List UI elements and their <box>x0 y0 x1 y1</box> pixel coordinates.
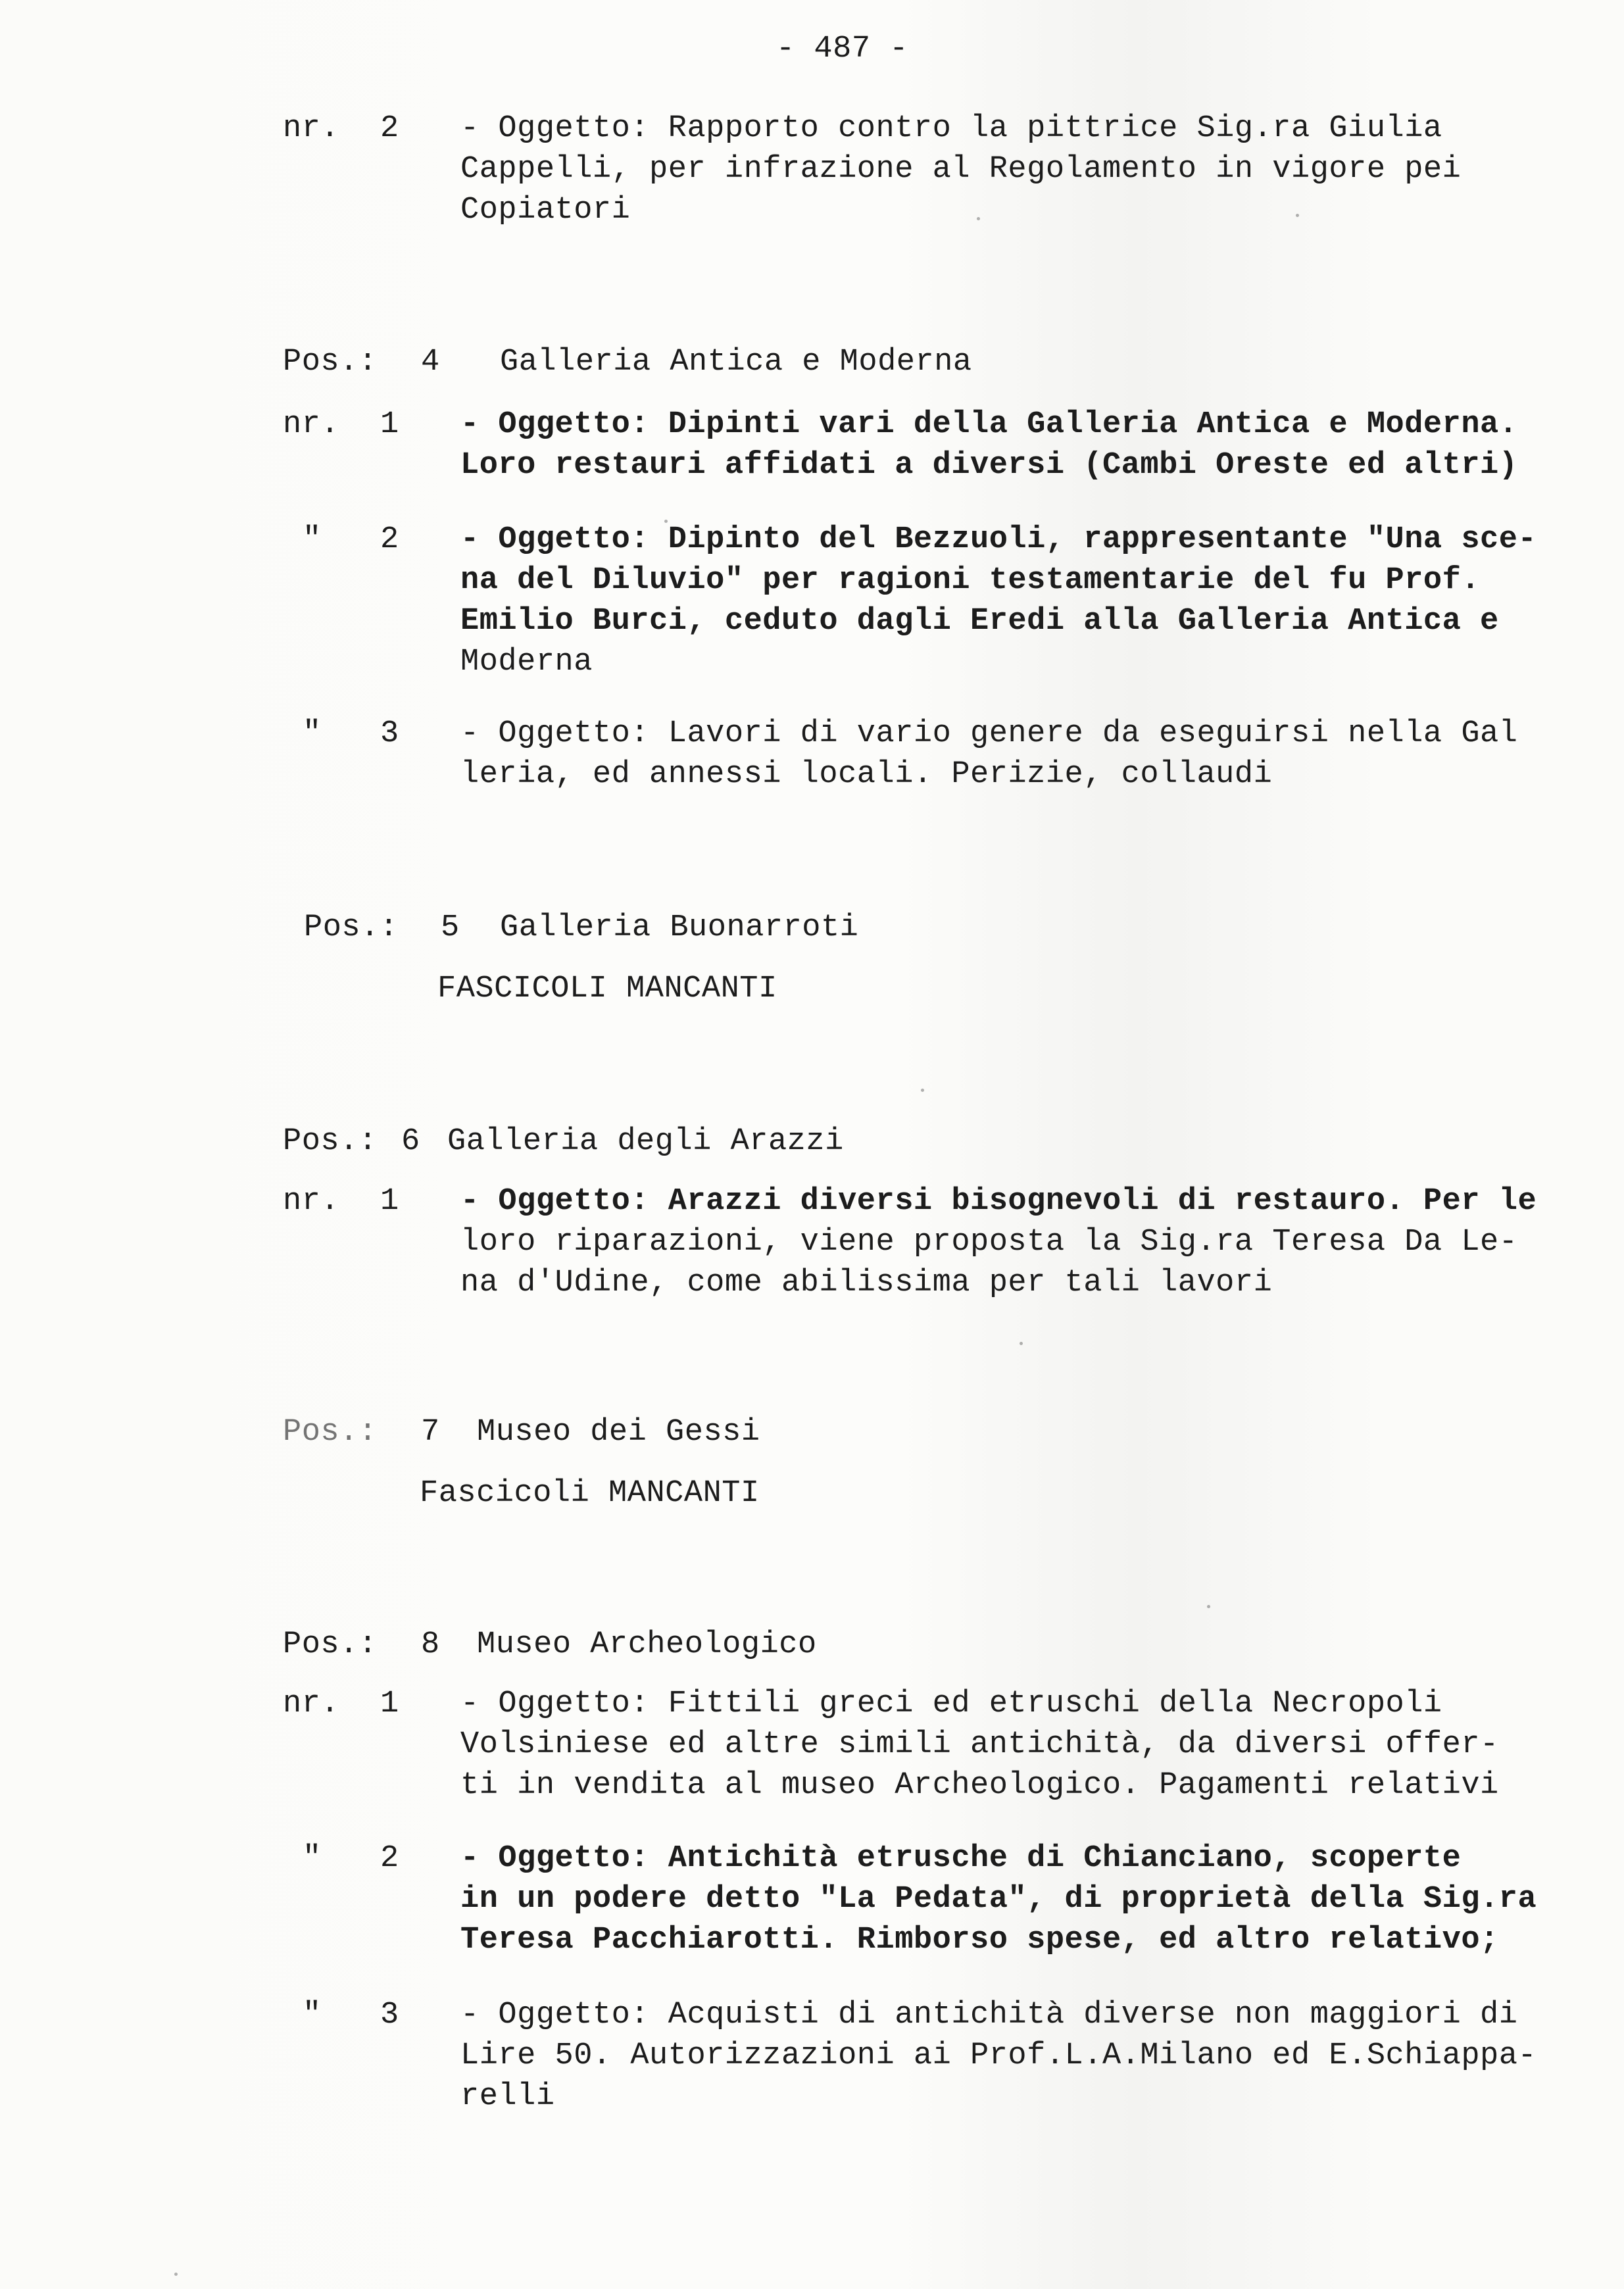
entry-line: Volsiniese ed altre simili antichità, da diversi offer- <box>460 1727 1499 1762</box>
entry-line: Emilio Burci, ceduto dagli Eredi alla Galleria Antica e <box>460 604 1499 639</box>
entry-label: nr. <box>283 407 340 442</box>
scan-speck <box>977 217 980 220</box>
entry-label: nr. <box>283 1184 340 1219</box>
entry-line: leria, ed annessi locali. Perizie, collaudi <box>460 757 1273 792</box>
missing-files-note: Fascicoli MANCANTI <box>420 1476 760 1511</box>
position-number: 5 <box>441 910 460 945</box>
scan-speck <box>1296 214 1299 217</box>
position-label: Pos.: <box>283 345 378 380</box>
scan-speck <box>1020 1342 1023 1345</box>
entry-label: nr. <box>283 111 340 146</box>
entry-number: 1 <box>380 407 399 442</box>
position-title: Galleria Buonarroti <box>500 910 859 945</box>
missing-files-note: FASCICOLI MANCANTI <box>437 972 777 1006</box>
position-title: Galleria degli Arazzi <box>447 1124 844 1159</box>
entry-line: loro riparazioni, viene proposta la Sig.ra Teresa Da Le- <box>460 1225 1518 1260</box>
entry-label: " <box>303 716 322 751</box>
scan-speck <box>174 2273 178 2276</box>
entry-label: " <box>303 522 322 557</box>
entry-line: - Oggetto: Acquisti di antichità diverse non maggiori di <box>460 1998 1518 2032</box>
entry-line: na del Diluvio" per ragioni testamentarie del fu Prof. <box>460 563 1481 598</box>
entry-number: 2 <box>380 1841 399 1876</box>
entry-line: - Oggetto: Fittili greci ed etruschi della Necropoli <box>460 1686 1442 1721</box>
entry-line: in un podere detto "La Pedata", di proprietà della Sig.ra <box>460 1882 1537 1917</box>
position-title: Museo dei Gessi <box>477 1415 760 1450</box>
entry-number: 3 <box>380 1998 399 2032</box>
entry-line: - Oggetto: Dipinti vari della Galleria Antica e Moderna. <box>460 407 1518 442</box>
position-title: Galleria Antica e Moderna <box>500 345 972 380</box>
entry-label: " <box>303 1998 322 2032</box>
position-number: 6 <box>401 1124 420 1159</box>
entry-number: 1 <box>380 1686 399 1721</box>
position-label: Pos.: <box>283 1627 378 1662</box>
entry-number: 2 <box>380 111 399 146</box>
entry-line: na d'Udine, come abilissima per tali lavori <box>460 1266 1273 1300</box>
entry-line: Loro restauri affidati a diversi (Cambi Oreste ed altri) <box>460 448 1518 483</box>
position-label: Pos.: <box>283 1415 378 1450</box>
entry-label: nr. <box>283 1686 340 1721</box>
entry-line: - Oggetto: Arazzi diversi bisognevoli di restauro. Per le <box>460 1184 1537 1219</box>
entry-line: - Oggetto: Antichità etrusche di Chianciano, scoperte <box>460 1841 1462 1876</box>
scan-speck <box>664 520 668 523</box>
position-number: 4 <box>421 345 440 380</box>
position-label: Pos.: <box>304 910 399 945</box>
entry-number: 2 <box>380 522 399 557</box>
scan-speck <box>921 1089 924 1092</box>
entry-number: 3 <box>380 716 399 751</box>
entry-line: Teresa Pacchiarotti. Rimborso spese, ed altro relativo; <box>460 1923 1499 1957</box>
entry-line: relli <box>460 2079 555 2114</box>
entry-line: - Oggetto: Lavori di vario genere da eseguirsi nella Gal <box>460 716 1518 751</box>
entry-line: Copiatori <box>460 193 631 228</box>
entry-line: ti in vendita al museo Archeologico. Pagamenti relativi <box>460 1768 1499 1803</box>
entry-line: Cappelli, per infrazione al Regolamento in vigore pei <box>460 152 1462 187</box>
entry-number: 1 <box>380 1184 399 1219</box>
position-label: Pos.: <box>283 1124 378 1159</box>
position-title: Museo Archeologico <box>477 1627 817 1662</box>
position-number: 7 <box>421 1415 440 1450</box>
entry-line: - Oggetto: Rapporto contro la pittrice Sig.ra Giulia <box>460 111 1442 146</box>
entry-line: Lire 50. Autorizzazioni ai Prof.L.A.Milano ed E.Schiappa- <box>460 2038 1537 2073</box>
scan-speck <box>1207 1605 1210 1608</box>
entry-label: " <box>303 1841 322 1876</box>
entry-line: - Oggetto: Dipinto del Bezzuoli, rappresentante "Una sce- <box>460 522 1537 557</box>
page-number: - 487 - <box>776 32 908 66</box>
entry-line: Moderna <box>460 645 593 679</box>
position-number: 8 <box>421 1627 440 1662</box>
